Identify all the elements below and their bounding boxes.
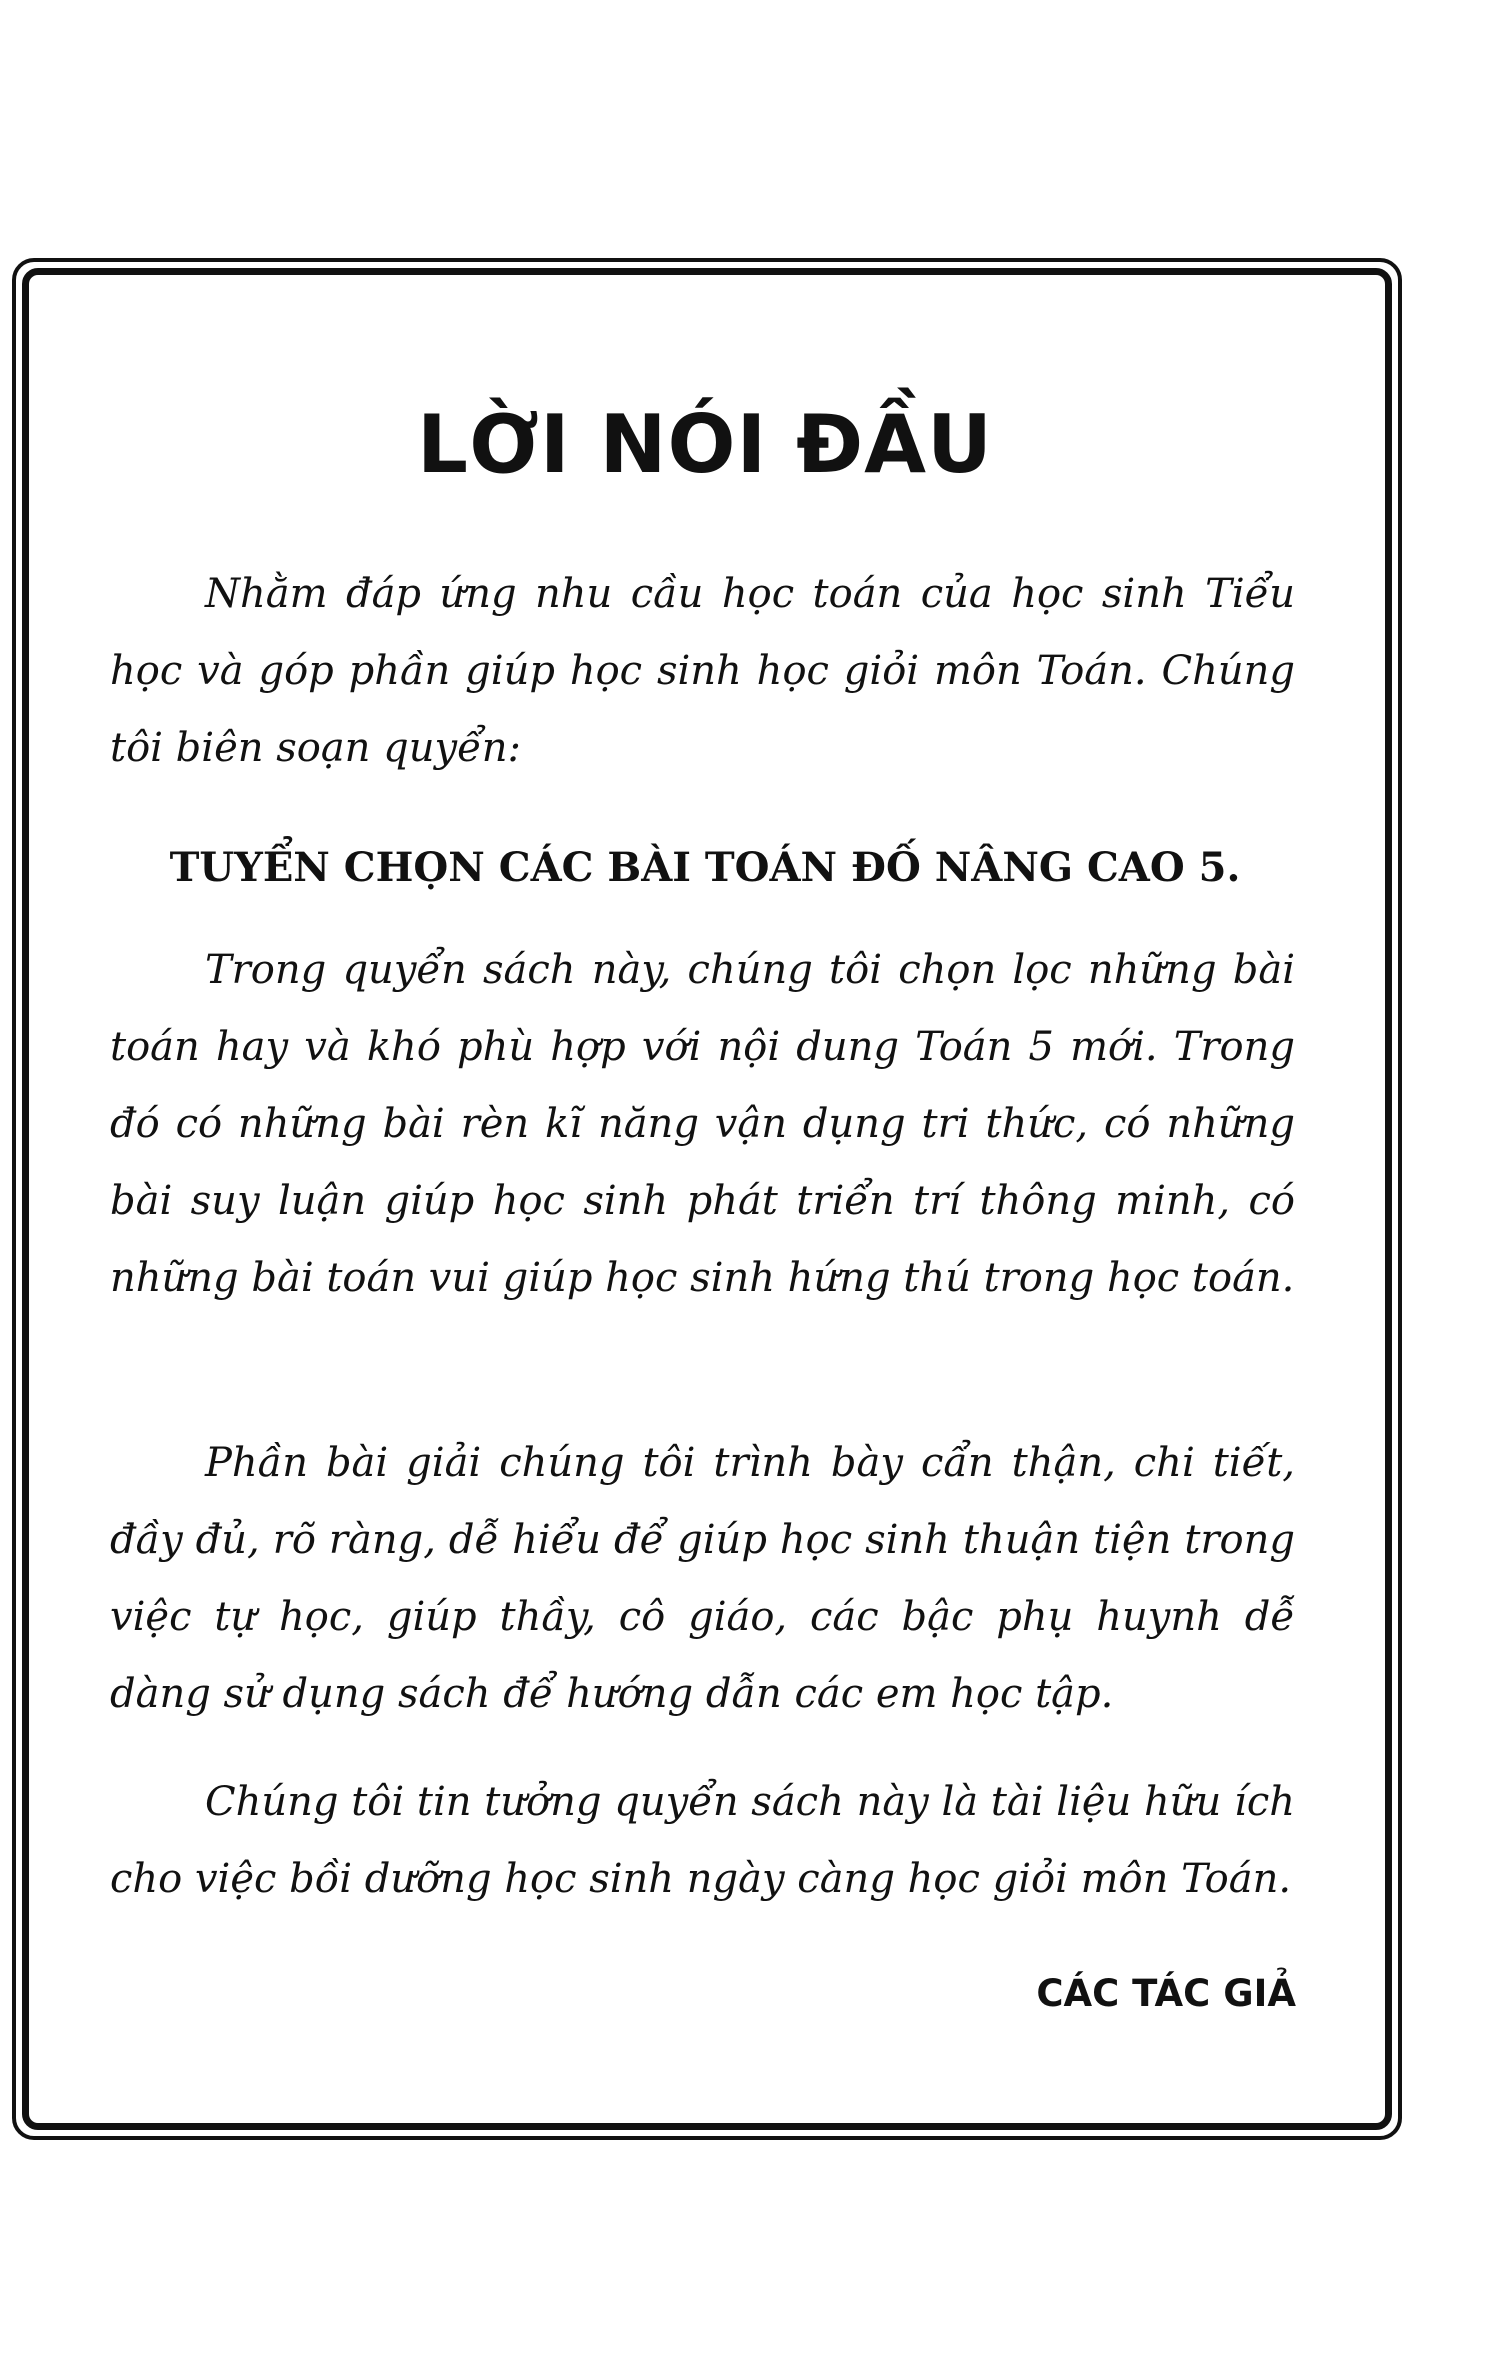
authors-signature: CÁC TÁC GIẢ <box>1036 1972 1296 2015</box>
page-title: LỜI NÓI ĐẦU <box>417 398 993 491</box>
book-title: TUYỂN CHỌN CÁC BÀI TOÁN ĐỐ NÂNG CAO 5. <box>169 844 1241 891</box>
solutions-paragraph: Phần bài giải chúng tôi trình bày cẩn thận, chi tiết, đầy đủ, rõ ràng, dễ hiểu để giúp học sinh thuận tiện trong việc tự học, giúp thầy, cô giáo, các bậc phụ huynh dễ dàng sử dụng sách để hướng dẫn các em học tập. <box>110 1440 1295 1717</box>
closing-paragraph: Chúng tôi tin tưởng quyển sách này là tài liệu hữu ích cho việc bồi dưỡng học sinh ngày càng học giỏi môn Toán. <box>110 1779 1295 1902</box>
intro-paragraph: Nhằm đáp ứng nhu cầu học toán của học sinh Tiểu học và góp phần giúp học sinh học giỏi môn Toán. Chúng tôi biên soạn quyển: <box>110 571 1295 771</box>
content-paragraph: Trong quyển sách này, chúng tôi chọn lọc những bài toán hay và khó phù hợp với nội dung Toán 5 mới. Trong đó có những bài rèn kĩ năng vận dụng tri thức, có những bài suy luận giúp học sinh phát triển trí thông minh, có những bài toán vui giúp học sinh hứng thú trong học toán. <box>110 947 1295 1301</box>
